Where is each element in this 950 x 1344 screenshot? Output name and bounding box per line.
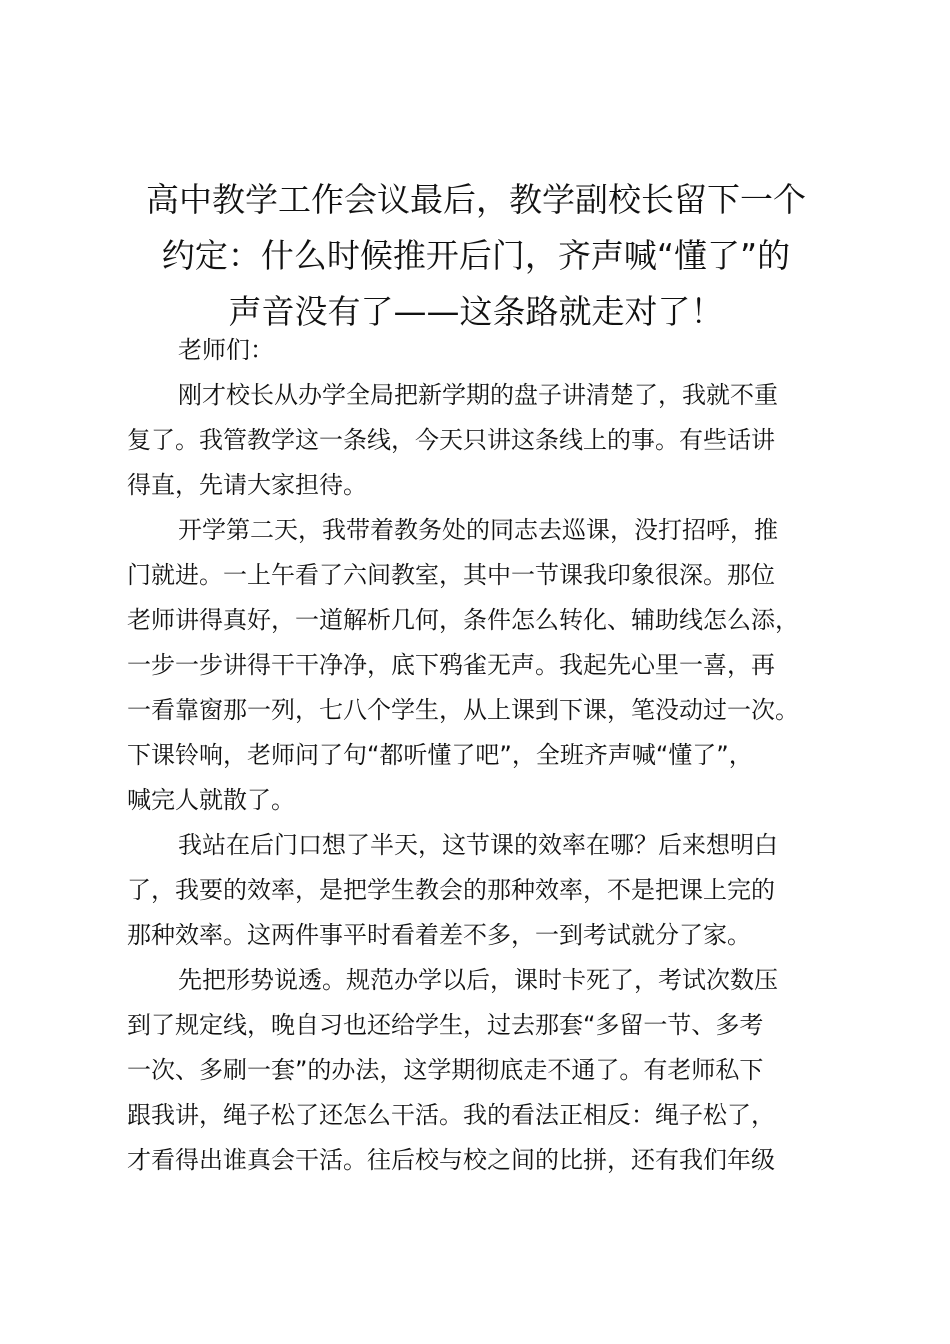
paragraph-line: 我站在后门口想了半天，这节课的效率在哪？后来想明白: [178, 831, 778, 859]
paragraph-line: 了，我要的效率，是把学生教会的那种效率，不是把课上完的: [127, 876, 775, 904]
paragraph-3: [127, 823, 835, 958]
title-line: 约定：什么时候推开后门，齐声喊“懂了”的: [161, 236, 791, 275]
paragraph-line: 门就进。一上午看了六间教室，其中一节课我印象很深。那位: [127, 561, 775, 589]
paragraph-line: 开学第二天，我带着教务处的同志去巡课，没打招呼，推: [178, 516, 778, 544]
paragraph-line: 到了规定线，晚自习也还给学生，过去那套“多留一节、多考: [127, 1011, 764, 1039]
paragraph-4: [127, 958, 835, 1183]
salutation: [127, 328, 835, 373]
paragraph-line: 复了。我管教学这一条线，今天只讲这条线上的事。有些话讲: [127, 426, 775, 454]
paragraph-line: 才看得出谁真会干活。往后校与校之间的比拼，还有我们年级: [127, 1146, 775, 1174]
title-line: 声音没有了——这条路就走对了！: [228, 292, 724, 331]
paragraph-line: 下课铃响，老师问了句“都听懂了吧”，全班齐声喊“懂了”，: [127, 741, 753, 769]
paragraph-line: 刚才校长从办学全局把新学期的盘子讲清楚了，我就不重: [178, 381, 778, 409]
paragraph-line: 一看靠窗那一列，七八个学生，从上课到下课，笔没动过一次。: [127, 696, 799, 724]
paragraph-line: 先把形势说透。规范办学以后，课时卡死了，考试次数压: [178, 966, 778, 994]
document-title: [118, 172, 834, 340]
paragraph-2: [127, 508, 835, 823]
paragraph-line: 得直，先请大家担待。: [127, 471, 367, 499]
salutation-line: 老师们：: [178, 336, 274, 364]
paragraph-1: [127, 373, 835, 508]
paragraph-line: 一次、多刷一套”的办法，这学期彻底走不通了。有老师私下: [127, 1056, 764, 1084]
paragraph-line: 老师讲得真好，一道解析几何，条件怎么转化、辅助线怎么添，: [127, 606, 799, 634]
title-line: 高中教学工作会议最后，教学副校长留下一个: [146, 180, 806, 219]
paragraph-line: 一步一步讲得干干净净，底下鸦雀无声。我起先心里一喜，再: [127, 651, 775, 679]
document-body: [127, 328, 835, 1183]
paragraph-line: 那种效率。这两件事平时看着差不多，一到考试就分了家。: [127, 921, 751, 949]
paragraph-line: 跟我讲，绳子松了还怎么干活。我的看法正相反：绳子松了，: [127, 1101, 775, 1129]
paragraph-line: 喊完人就散了。: [127, 786, 295, 814]
